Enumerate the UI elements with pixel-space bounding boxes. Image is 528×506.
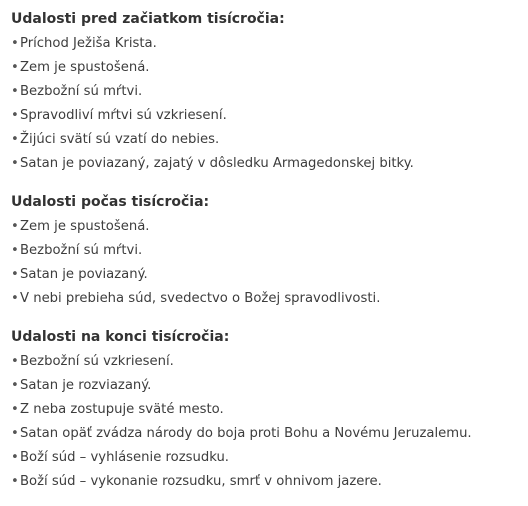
list-item	[11, 287, 528, 311]
event-list	[11, 350, 528, 494]
list-item	[11, 32, 528, 56]
list-item	[11, 374, 528, 398]
list-item	[11, 239, 528, 263]
bullet-icon: •	[11, 219, 19, 234]
list-item	[11, 56, 528, 80]
list-item	[11, 80, 528, 104]
list-item	[11, 470, 528, 494]
list-item-text: Bezbožní sú mŕtvi.	[20, 243, 143, 258]
section-before-millennium	[11, 9, 528, 176]
section-heading: Udalosti počas tisícročia:	[11, 194, 210, 210]
list-item-text: Zem je spustošená.	[20, 219, 150, 234]
bullet-icon: •	[11, 450, 19, 465]
list-item	[11, 215, 528, 239]
bullet-icon: •	[11, 243, 19, 258]
list-item-text: Príchod Ježiša Krista.	[20, 36, 157, 51]
bullet-icon: •	[11, 402, 19, 417]
list-item	[11, 422, 528, 446]
bullet-icon: •	[11, 156, 19, 171]
list-item-text: Satan je rozviazaný.	[20, 378, 152, 393]
list-item	[11, 350, 528, 374]
bullet-icon: •	[11, 474, 19, 489]
bullet-icon: •	[11, 267, 19, 282]
event-list	[11, 32, 528, 176]
list-item	[11, 128, 528, 152]
list-item-text: Bezbožní sú mŕtvi.	[20, 84, 143, 99]
list-item	[11, 152, 528, 176]
section-end-of-millennium	[11, 327, 528, 494]
bullet-icon: •	[11, 132, 19, 147]
list-item-text: Žijúci svätí sú vzatí do nebies.	[20, 132, 220, 147]
list-item-text: Satan opäť zvádza národy do boja proti Bohu a Novému Jeruzalemu.	[20, 426, 472, 441]
list-item	[11, 263, 528, 287]
bullet-icon: •	[11, 36, 19, 51]
list-item-text: Boží súd – vyhlásenie rozsudku.	[20, 450, 229, 465]
bullet-icon: •	[11, 354, 19, 369]
bullet-icon: •	[11, 426, 19, 441]
list-item-text: Spravodliví mŕtvi sú vzkriesení.	[20, 108, 227, 123]
bullet-icon: •	[11, 60, 19, 75]
list-item-text: Boží súd – vykonanie rozsudku, smrť v ohnivom jazere.	[20, 474, 382, 489]
bullet-icon: •	[11, 84, 19, 99]
bullet-icon: •	[11, 108, 19, 123]
section-heading: Udalosti pred začiatkom tisícročia:	[11, 11, 285, 27]
list-item-text: Satan je poviazaný, zajatý v dôsledku Armagedonskej bitky.	[20, 156, 414, 171]
list-item	[11, 446, 528, 470]
list-item-text: Satan je poviazaný.	[20, 267, 148, 282]
section-heading: Udalosti na konci tisícročia:	[11, 329, 230, 345]
list-item-text: Bezbožní sú vzkriesení.	[20, 354, 174, 369]
list-item-text: Z neba zostupuje sväté mesto.	[20, 402, 224, 417]
event-list	[11, 215, 528, 311]
list-item	[11, 104, 528, 128]
bullet-icon: •	[11, 291, 19, 306]
section-during-millennium	[11, 192, 528, 311]
list-item-text: Zem je spustošená.	[20, 60, 150, 75]
list-item-text: V nebi prebieha súd, svedectvo o Božej spravodlivosti.	[20, 291, 381, 306]
bullet-icon: •	[11, 378, 19, 393]
list-item	[11, 398, 528, 422]
